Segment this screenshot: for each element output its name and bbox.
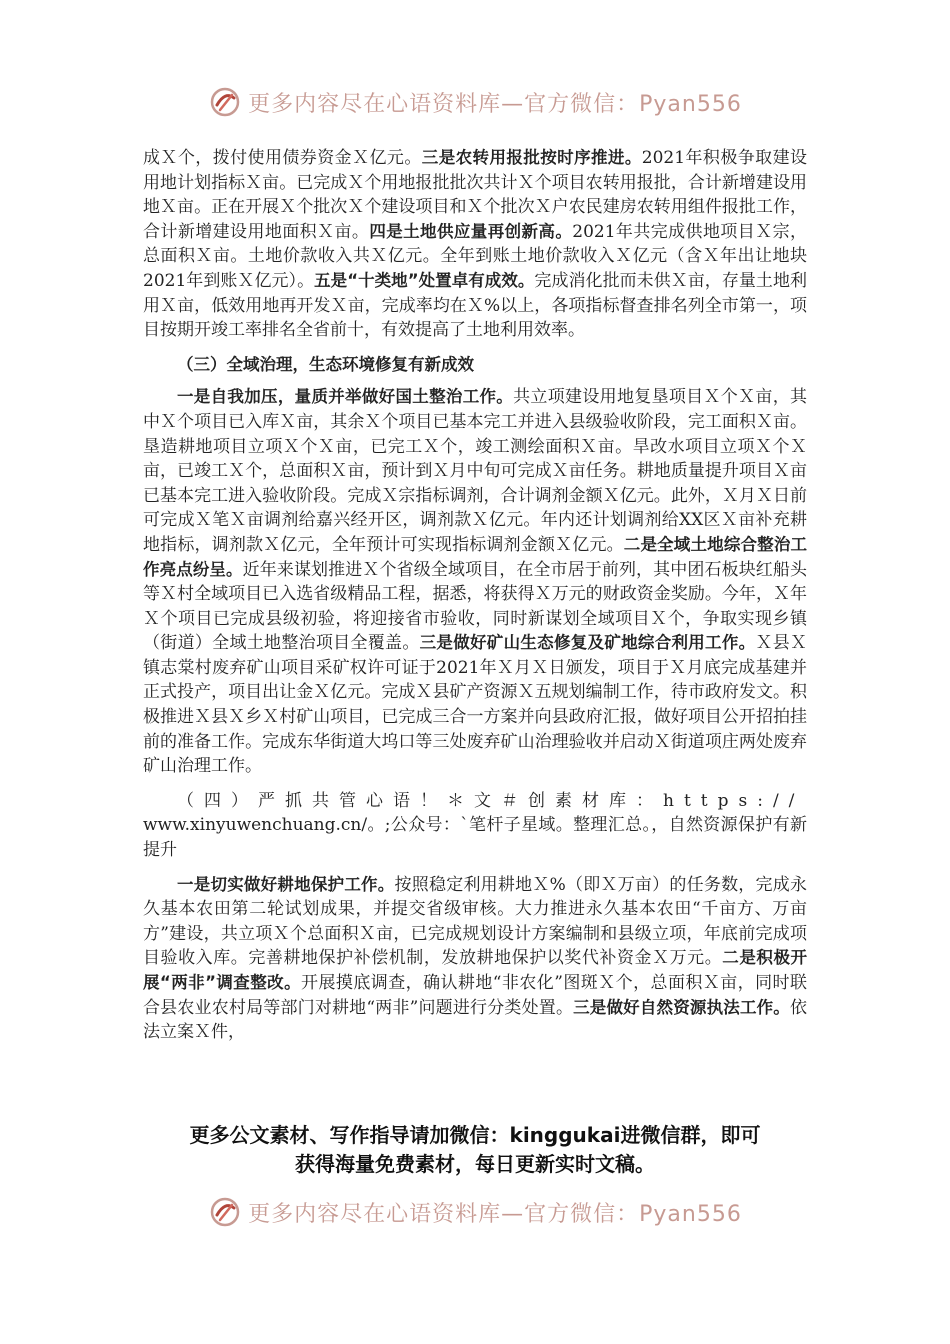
section-heading-text: （三）全域治理，生态环境修复有新成效 (177, 354, 474, 374)
bold-point: 三是农转用报批按时序推进。 (421, 148, 642, 167)
bold-point: 二是全域土地综合整治工作亮点纷呈。 (143, 534, 808, 579)
bold-point: 二是积极开展“两非”调查整改。 (143, 948, 808, 992)
header-watermark-text: 更多内容尽在心语资料库—官方微信：Pyan556 (248, 91, 742, 117)
bold-point: 一是自我加压，量质并举做好国土整治工作。 (177, 387, 514, 407)
text-run: 完成消化批而未供Ｘ亩，存量土地利用Ｘ亩，低效用地再开发Ｘ亩，完成率均在Ｘ%以上，各项指标督查排名列全市第一，项目按期开竣工率排名全省前十，有效提高了土地利用效率。 (143, 270, 808, 341)
bold-point: 五是“十类地”处置卓有成效。 (314, 270, 535, 290)
text-run: 近年来谋划推进Ｘ个省级全域项目，在全市居于前列，其中团石板块红船头等Ｘ村全域项目已入选省级精品工程，据悉，将获得Ｘ万元的财政资金奖励。今年，Ｘ年Ｘ个项目已完成县级初验，将迎接省市验收，同时新谋划全域项目Ｘ个，争取实现乡镇（街道）全域土地整治项目全覆盖。 (143, 559, 808, 654)
bold-point: 三是做好矿山生态修复及矿地综合利用工作。 (419, 633, 756, 653)
paragraph-land-supply (143, 146, 807, 343)
text-run: 2021年积极争取建设用地计划指标Ｘ亩。已完成Ｘ个用地报批批次共计Ｘ个项目农转用报批，合计新增建设用地Ｘ亩。正在开展Ｘ个批次Ｘ个建设项目和Ｘ个批次Ｘ户农民建房农转用组件报批工作，合计新增建设用地面积Ｘ亩。 (143, 148, 808, 242)
logo-icon (208, 1195, 242, 1229)
text-run: 共立项建设用地复垦项目Ｘ个Ｘ亩，其中Ｘ个项目已入库Ｘ亩，其余Ｘ个项目已基本完工并进入县级验收阶段，完工面积Ｘ亩。垦造耕地项目立项Ｘ个Ｘ亩，已完工Ｘ个，竣工测绘面积Ｘ亩。旱改水项目立项Ｘ个Ｘ亩，已竣工Ｘ个，总面积Ｘ亩，预计到Ｘ月中旬可完成Ｘ亩任务。耕地质量提升项目Ｘ亩已基本完工进入验收阶段。完成Ｘ宗指标调剂，合计调剂金额Ｘ亿元。此外，Ｘ月Ｘ日前可完成Ｘ笔Ｘ亩调剂给嘉兴经开区，调剂款Ｘ亿元。年内还计划调剂给XX区Ｘ亩补充耕地指标，调剂款Ｘ亿元，全年预计可实现指标调剂金额Ｘ亿元。 (143, 387, 808, 555)
promo-line-1: 更多公文素材、写作指导请加微信：kinggukai进微信群，即可 (189, 1123, 761, 1147)
header-watermark (0, 82, 950, 122)
footer-watermark (0, 1192, 950, 1232)
text-run: 2021年共完成供地项目Ｘ宗，总面积Ｘ亩。土地价款收入共Ｘ亿元。全年到账土地价款收入Ｘ亿元（含Ｘ年出让地块2021年到账Ｘ亿元）。 (143, 221, 808, 291)
section-heading-3 (143, 353, 807, 378)
promo-notice (0, 1121, 950, 1179)
text-run: 开展摸底调查，确认耕地“非农化”图斑Ｘ个，总面积Ｘ亩，同时联合县农业农村局等部门对耕地“两非”问题进行分类处置。 (143, 973, 807, 1018)
bold-point: 一是切实做好耕地保护工作。 (177, 874, 395, 894)
section-heading-4-line1: （四）严抓共管心语！＊文＃创素材库：https:// (177, 790, 805, 811)
logo-icon (208, 85, 242, 119)
text-run: 按照稳定利用耕地Ｘ%（即Ｘ万亩）的任务数，完成永久基本农田第二轮试划成果，并提交省级审核。大力推进永久基本农田“千亩方、万亩方”建设，共立项Ｘ个总面积Ｘ亩，已完成规划设计方案编制和县级立项，年底前完成项目验收入库。完善耕地保护补偿机制，发放耕地保护以奖代补资金Ｘ万元。 (143, 874, 807, 969)
promo-line-2: 获得海量免费素材，每日更新实时文稿。 (295, 1152, 655, 1176)
bold-point: 四是土地供应量再创新高。 (369, 221, 573, 241)
document-body (143, 146, 807, 1045)
paragraph-farmland-protection (143, 873, 807, 1045)
footer-watermark-text: 更多内容尽在心语资料库—官方微信：Pyan556 (248, 1201, 742, 1227)
paragraph-ecological-restoration (143, 385, 807, 779)
bold-point: 三是做好自然资源执法工作。 (573, 997, 790, 1017)
text-run: Ｘ县Ｘ镇志棠村废弃矿山项目采矿权许可证于2021年Ｘ月Ｘ日颁发，项目于Ｘ月底完成基建并正式投产，项目出让金Ｘ亿元。完成Ｘ县矿产资源Ｘ五规划编制工作，待市政府发文。积极推进Ｘ县Ｘ乡Ｘ村矿山项目，已完成三合一方案并向县政府汇报，做好项目公开招拍挂前的准备工作。完成东华街道大坞口等三处废弃矿山治理验收并启动Ｘ街道项庄两处废弃矿山治理工作。 (143, 633, 808, 777)
text-run: 依法立案Ｘ件， (143, 997, 807, 1043)
text-run: 成Ｘ个，拨付使用债券资金Ｘ亿元。 (143, 148, 422, 168)
section-heading-4-line2: www.xinyuwenchuang.cn/。;公众号：`笔杆子星域。整理汇总。，自然资源保护有新提升 (143, 815, 807, 861)
